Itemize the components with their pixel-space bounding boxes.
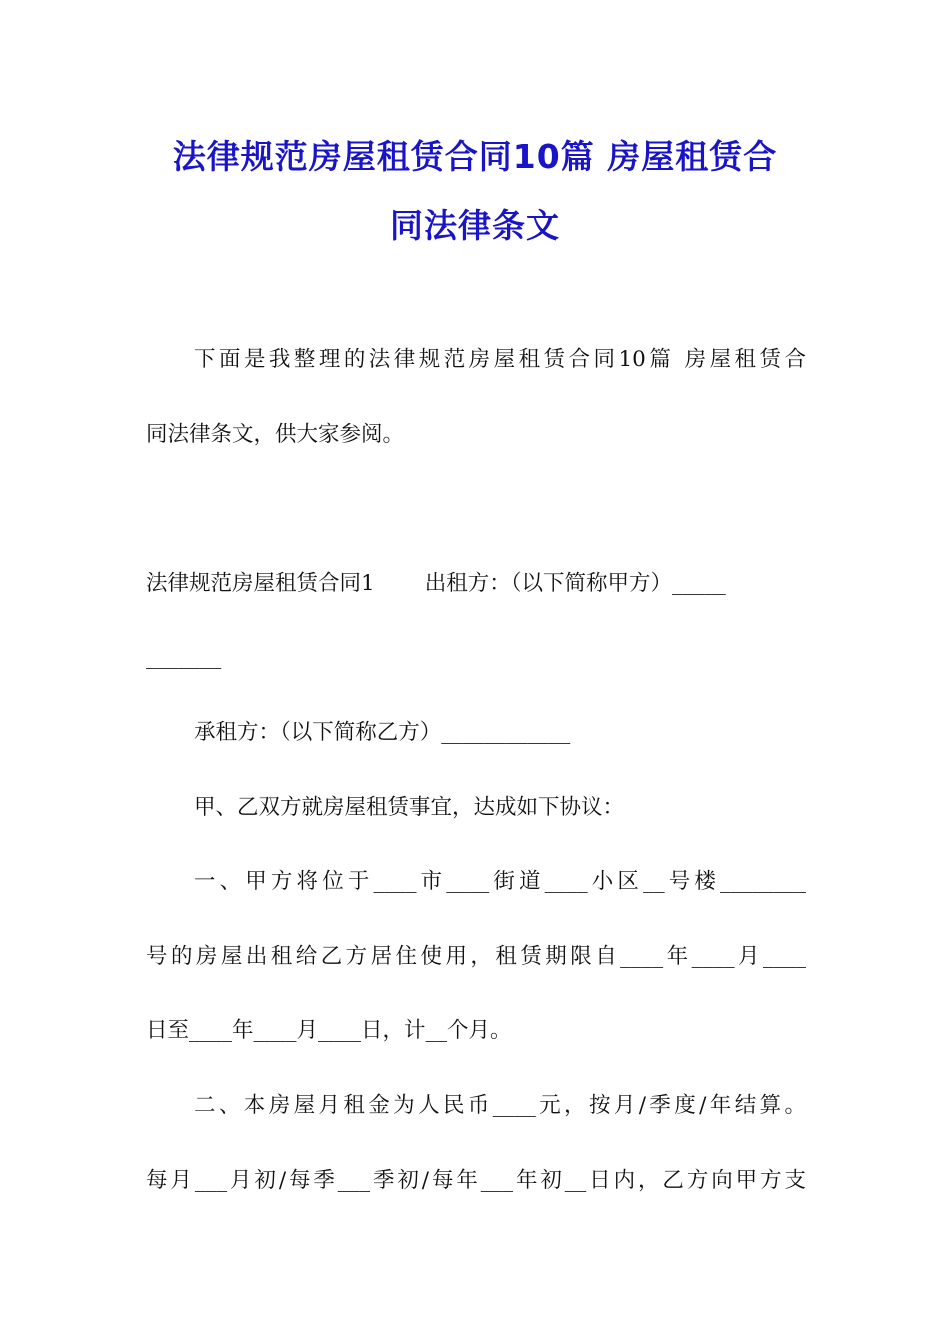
contract-heading: 法律规范房屋租赁合同1 (146, 571, 375, 596)
contract-heading-row (146, 569, 806, 599)
agreement-line: 甲、乙双方就房屋租赁事宜，达成如下协议： (194, 795, 625, 820)
document-title-line-2: 同法律条文 (390, 206, 560, 245)
clause-1-line-3: 日至____年____月____日，计__个月。 (146, 1018, 512, 1043)
intro-paragraph-line-1: 下面是我整理的法律规范房屋租赁合同10篇 房屋租赁合 (194, 347, 806, 372)
clause-2-line-1: 二、本房屋月租金为人民币____元，按月/季度/年结算。 (194, 1093, 806, 1118)
intro-paragraph-line-2: 同法律条文，供大家参阅。 (146, 422, 405, 447)
lessee-line: 承租方：（以下简称乙方）____________ (194, 720, 571, 745)
lessor-line: 出租方：（以下简称甲方）_____ (424, 571, 726, 596)
clause-1-line-2: 号的房屋出租给乙方居住使用，租赁期限自____年____月____ (146, 944, 806, 969)
clause-1-line-1: 一、甲方将位于____市____街道____小区__号楼________ (194, 869, 806, 894)
lessor-blank-line: _______ (146, 645, 222, 670)
clause-2-line-2: 每月___月初/每季___季初/每年___年初__日内，乙方向甲方支 (146, 1168, 806, 1193)
document-title-line-1: 法律规范房屋租赁合同10篇 房屋租赁合 (172, 137, 778, 176)
